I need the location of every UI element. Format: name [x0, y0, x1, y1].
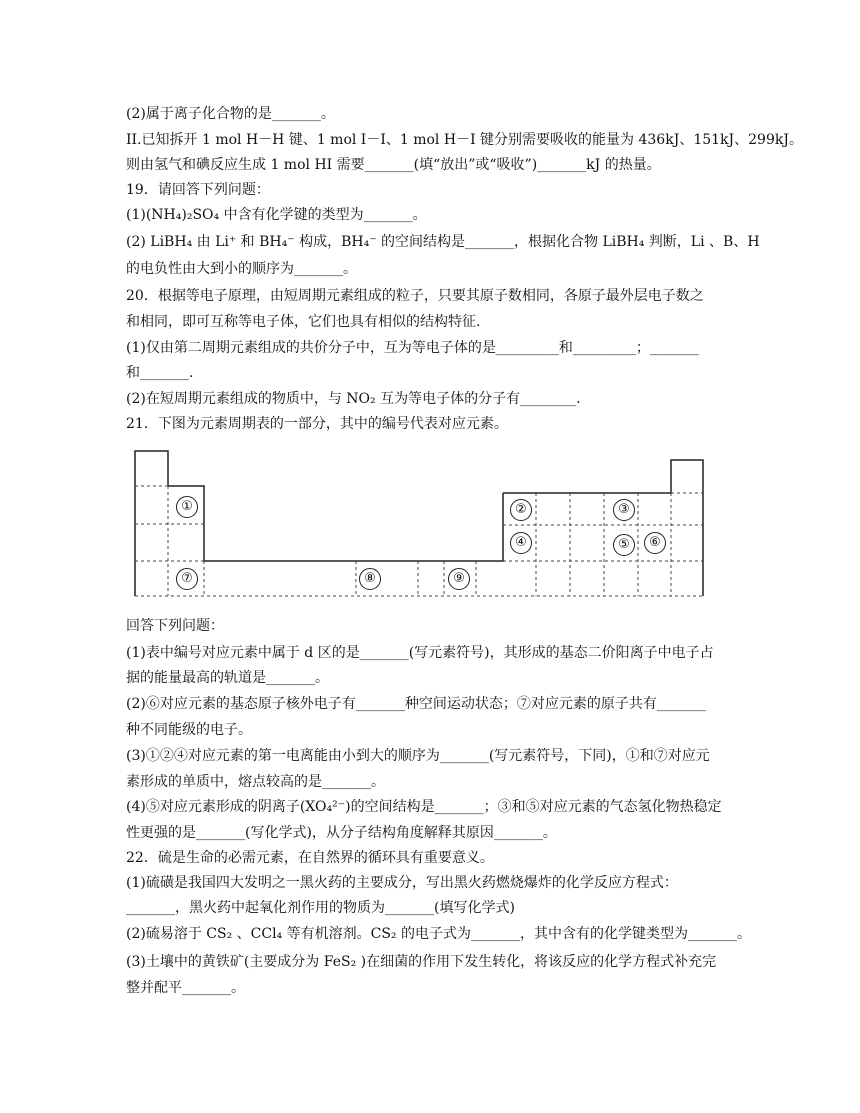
question-22: 22．硫是生命的必需元素，在自然界的循环具有重要意义。: [126, 850, 494, 866]
text-line: (3)①②④对应元素的第一电离能由小到大的顺序为_______(写元素符号，下同)，①和⑦对应元: [126, 748, 710, 764]
text-line: (1)硫磺是我国四大发明之一黑火药的主要成分，写出黑火药燃烧爆炸的化学反应方程式：: [126, 875, 678, 891]
text-line: (4)⑤对应元素形成的阴离子(XO₄²⁻)的空间结构是_______；③和⑤对应元素的气态氢化物热稳定: [126, 799, 722, 815]
element-5-label: ⑤: [613, 534, 635, 556]
text-line: (1)(NH₄)₂SO₄ 中含有化学键的类型为_______。: [126, 207, 427, 223]
text-line: II.已知拆开 1 mol H－H 键、1 mol I－I、1 mol H－I 键分别需要吸收的能量为 436kJ、151kJ、299kJ。: [126, 132, 803, 148]
text-line: 和相同，即可互称等电子体，它们也具有相似的结构特征.: [126, 314, 481, 330]
question-20: 20．根据等电子原理，由短周期元素组成的粒子，只要其原子数相同，各原子最外层电子数之: [126, 288, 704, 304]
element-6-label: ⑥: [644, 532, 666, 554]
text-line: (2)在短周期元素组成的物质中，与 NO₂ 互为等电子体的分子有________.: [126, 391, 581, 407]
element-8-label: ⑧: [359, 568, 381, 590]
text-line: 整并配平_______。: [126, 980, 245, 996]
text-line: 则由氢气和碘反应生成 1 mol HI 需要_______(填“放出”或“吸收”)_______kJ 的热量。: [126, 157, 661, 173]
element-7-label: ⑦: [176, 568, 198, 590]
text-line: 和_______.: [126, 365, 194, 381]
text-line: (2)属于离子化合物的是_______。: [126, 106, 335, 122]
text-line: (1)表中编号对应元素中属于 d 区的是_______(写元素符号)，其形成的基态二价阳离子中电子占: [126, 645, 714, 661]
text-line: (2)硫易溶于 CS₂ 、CCl₄ 等有机溶剂。CS₂ 的电子式为_______，其中含有的化学键类型为_______。: [126, 926, 751, 942]
text-line: 种不同能级的电子。: [126, 722, 252, 738]
text-line: _______，黑火药中起氧化剂作用的物质为_______(填写化学式): [126, 900, 515, 916]
text-line: (2)⑥对应元素的基态原子核外电子有_______种空间运动状态；⑦对应元素的原子共有_______: [126, 696, 706, 712]
text-line: (2) LiBH₄ 由 Li⁺ 和 BH₄⁻ 构成，BH₄⁻ 的空间结构是_______，根据化合物 LiBH₄ 判断，Li 、B、H: [126, 234, 760, 250]
element-2-label: ②: [510, 499, 532, 521]
element-4-label: ④: [510, 532, 532, 554]
text-line: 回答下列问题：: [126, 618, 224, 634]
text-line: 素形成的单质中，熔点较高的是_______。: [126, 774, 385, 790]
text-line: 的电负性由大到小的顺序为_______。: [126, 261, 357, 277]
periodic-table-grid: [126, 446, 734, 598]
element-9-label: ⑨: [448, 568, 470, 590]
element-1-label: ①: [176, 496, 198, 518]
text-line: 据的能量最高的轨道是_______。: [126, 670, 329, 686]
question-19: 19．请回答下列问题：: [126, 182, 270, 198]
text-line: 性更强的是_______(写化学式)，从分子结构角度解释其原因_______。: [126, 825, 557, 841]
question-21: 21．下图为元素周期表的一部分，其中的编号代表对应元素。: [126, 416, 508, 432]
text-line: (1)仅由第二周期元素组成的共价分子中，互为等电子体的是_________和_________；_______: [126, 340, 699, 356]
periodic-table-fragment: [126, 446, 734, 598]
text-line: (3)土壤中的黄铁矿(主要成分为 FeS₂ )在细菌的作用下发生转化，将该反应的化学方程式补充完: [126, 954, 717, 970]
element-3-label: ③: [613, 499, 635, 521]
